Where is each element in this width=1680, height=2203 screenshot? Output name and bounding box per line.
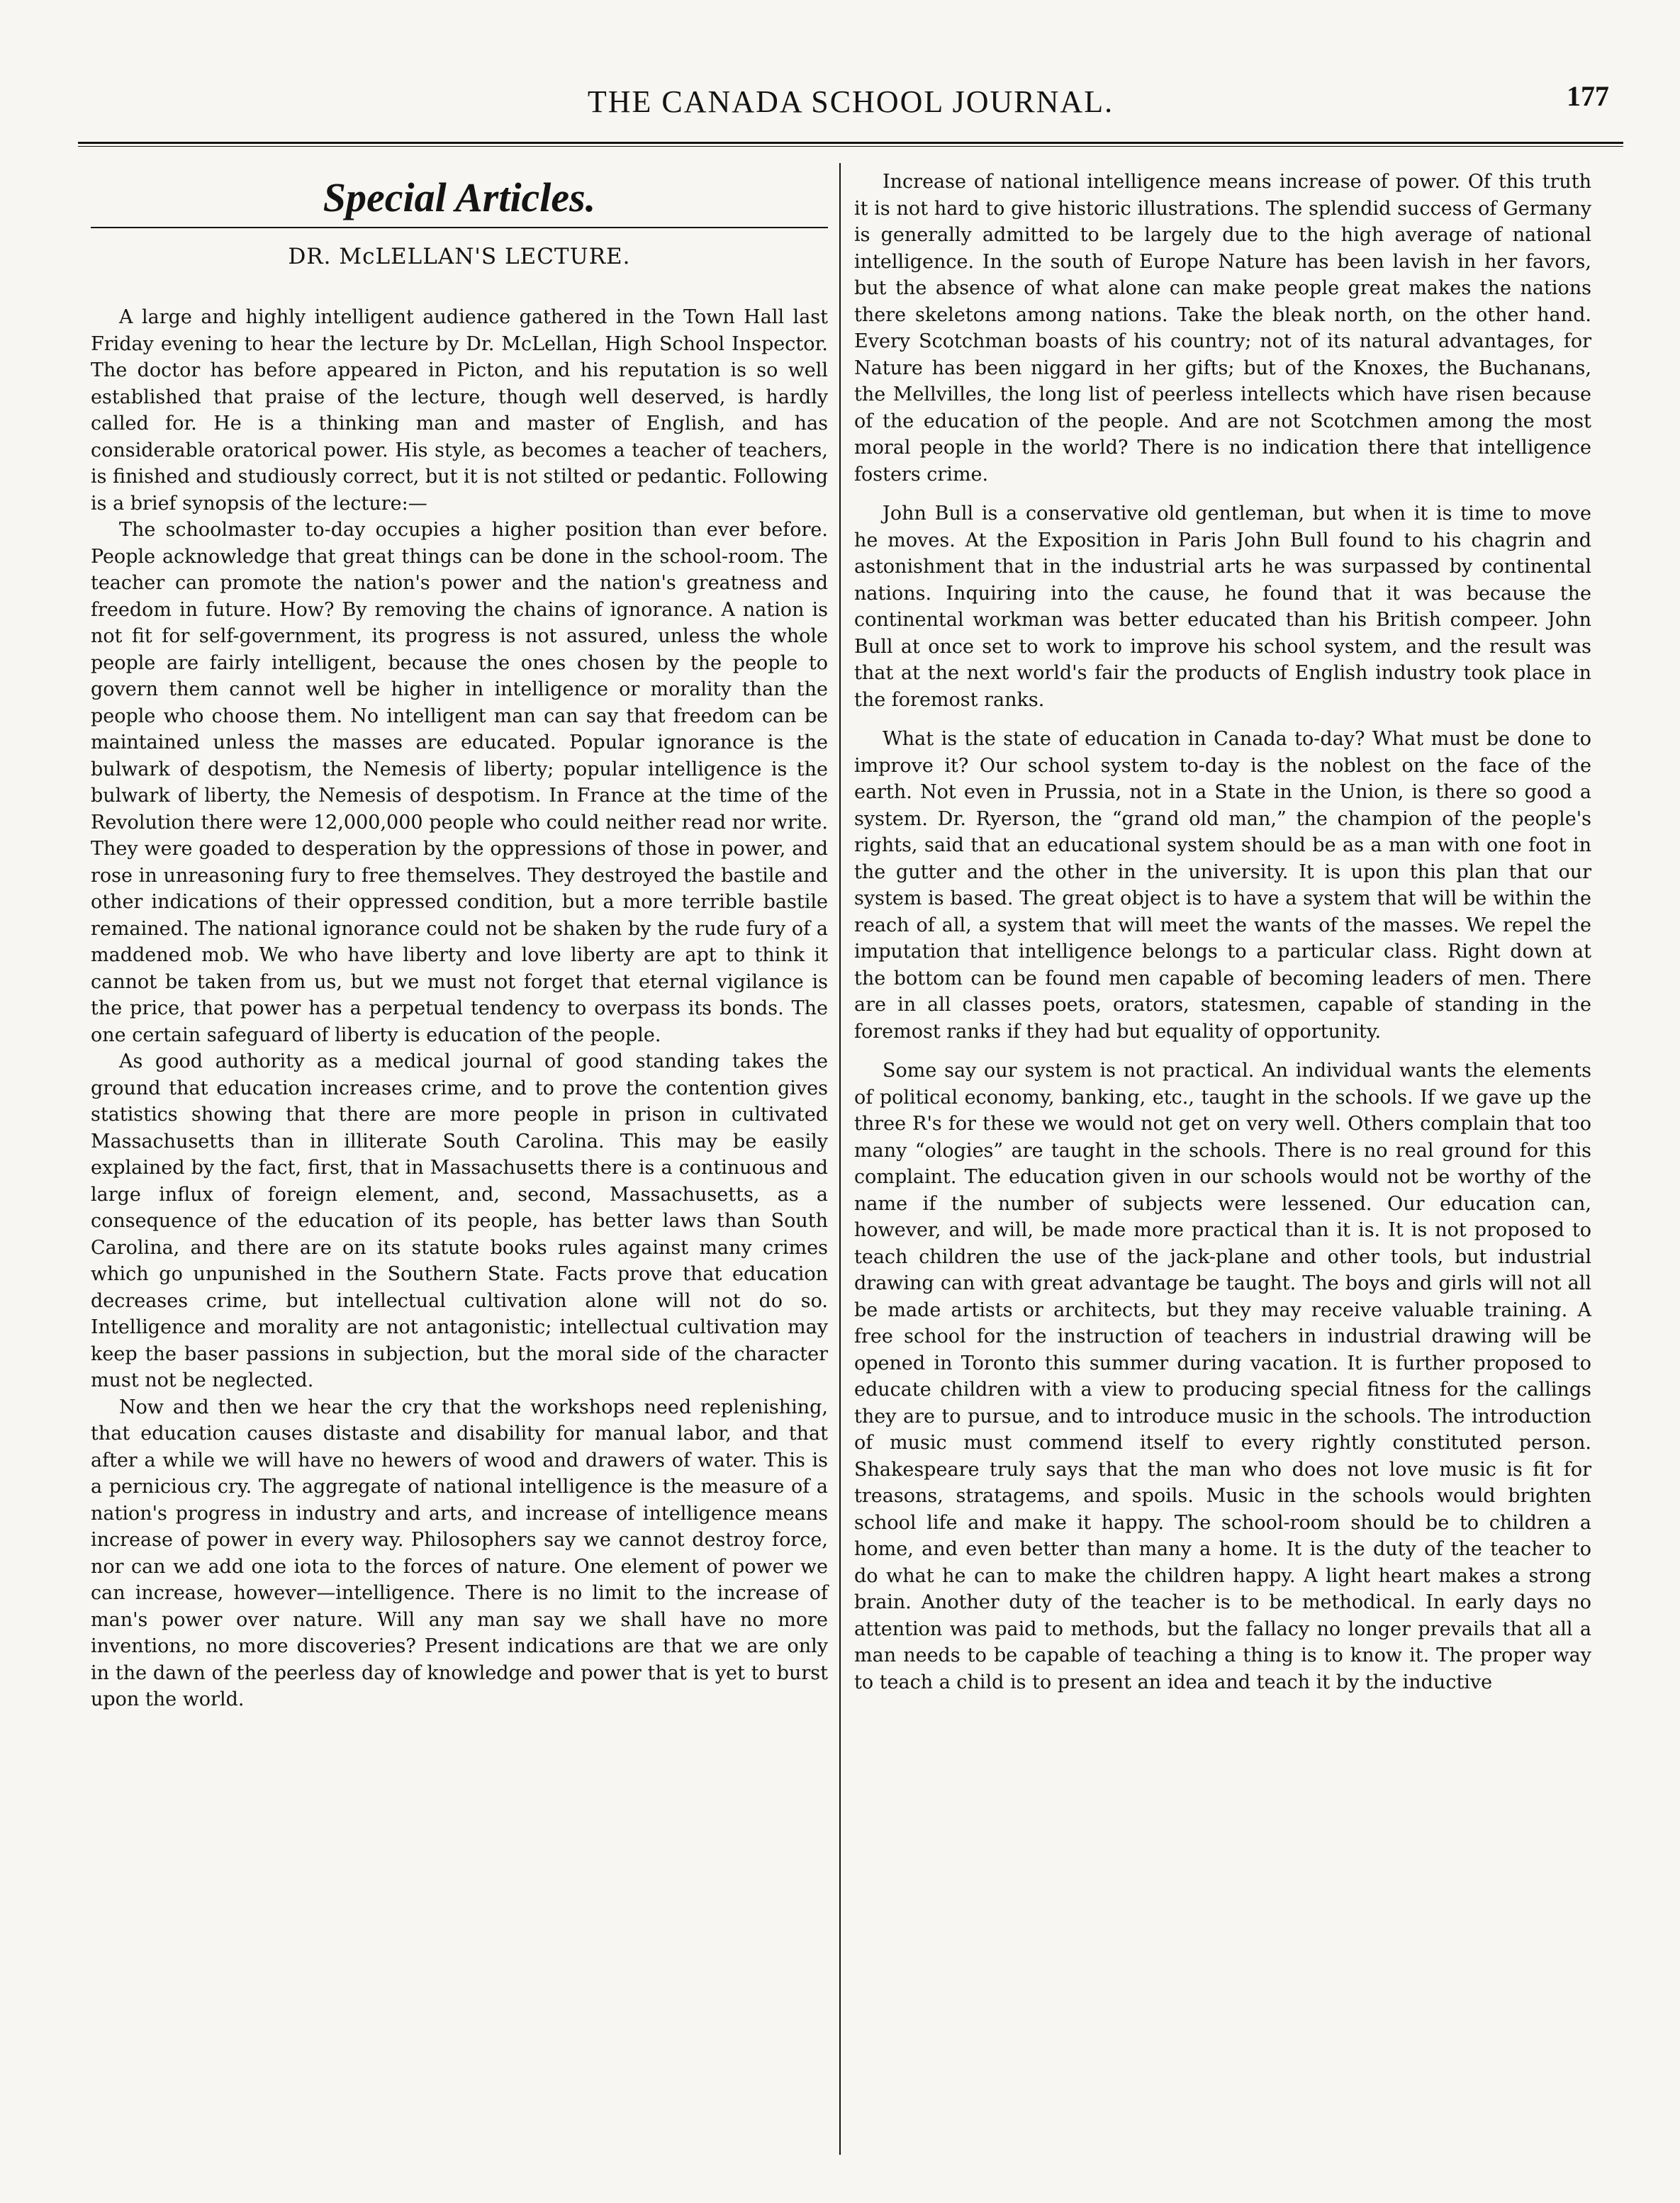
section-heading: Special Articles. — [323, 174, 596, 220]
section-heading-rule — [91, 227, 828, 228]
column-divider — [839, 163, 841, 2155]
page-header — [78, 80, 1623, 126]
body-paragraph: Some say our system is not practical. An individual wants the elements of political economy, banking, etc., taught in the schools. If we gave up the three R's for these we would not get on very well. Others complain that too many “ologies” are taught in the schools. There is no real ground for this complaint. The education given in our schools would not be worthy of the name if the number of subjects were lessened. Our education can, however, and will, be made more practical than it is. It is not proposed to teach children the use of the jack-plane and other tools, but industrial drawing can with great advantage be taught. The boys and girls will not all be made artists or architects, but they may receive valuable training. A free school for the instruction of teachers in industrial drawing will be opened in Toronto this summer during vacation. It is further proposed to educate children with a view to producing special fitness for the callings they are to pursue, and to introduce music in the schools. The introduction of music must commend itself to every rightly constituted person. Shakespeare truly says that the man who does not love music is fit for treasons, stratagems, and spoils. Music in the schools would brighten school life and make it happy. The school-room should be to children a home, and even better than many a home. It is the duty of the teacher to do what he can to make the children happy. A light heart makes a strong brain. Another duty of the teacher is to be methodical. In early days no attention was paid to methods, but the fallacy no longer prevails that all a man needs to be capable of teaching a thing is to know it. The proper way to teach a child is to present an idea and teach it by the inductive — [854, 1060, 1591, 1693]
page-number: 177 — [1567, 80, 1609, 112]
journal-title: THE CANADA SCHOOL JOURNAL. — [587, 84, 1114, 119]
body-paragraph: The schoolmaster to-day occupies a higher position than ever before. People acknowledge that great things can be done in the school-room. The teacher can promote the nation's power and the nation's greatness and freedom in future. How? By removing the chains of ignorance. A nation is not fit for self-government, its progress is not assured, unless the whole people are fairly intelligent, because the ones chosen by the people to govern them cannot well be higher in intelligence or morality than the people who choose them. No intelligent man can say that freedom can be maintained unless the masses are educated. Popular ignorance is the bulwark of despotism, the Nemesis of liberty; popular intelligence is the bulwark of liberty, the Nemesis of despotism. In France at the time of the Revolution there were 12,000,000 people who could neither read nor write. They were goaded to desperation by the oppressions of those in power, and rose in unreasoning fury to free themselves. They destroyed the bastile and other indications of their oppressed condition, but a more terrible bastile remained. The national ignorance could not be shaken by the rude fury of a maddened mob. We who have liberty and love liberty are apt to think it cannot be taken from us, but we must not forget that eternal vigilance is the price, that power has a perpetual tendency to overpass its bonds. The one certain safeguard of liberty is education of the people. — [91, 519, 828, 1046]
left-column — [91, 164, 828, 1713]
body-paragraph: Now and then we hear the cry that the workshops need replenishing, that education causes distaste and disability for manual labor, and that after a while we will have no hewers of wood and drawers of water. This is a pernicious cry. The aggregate of national intelligence is the measure of a nation's progress in industry and arts, and increase of intelligence means increase of power in every way. Philosophers say we cannot destroy force, nor can we add one iota to the forces of nature. One element of power we can increase, however—intelligence. There is no limit to the increase of man's power over nature. Will any man say we shall have no more inventions, no more discoveries? Present indications are that we are only in the dawn of the peerless day of knowledge and power that is yet to burst upon the world. — [91, 1396, 828, 1710]
body-paragraph: What is the state of education in Canada to-day? What must be done to improve it? Our school system to-day is the noblest on the face of the earth. Not even in Prussia, not in a State in the Union, is there so good a system. Dr. Ryerson, the “grand old man,” the champion of the people's rights, said that an educational system should be as a man with one foot in the gutter and the other in the university. It is upon this plan that our system is based. The great object is to have a system that will be within the reach of all, a system that will meet the wants of the masses. We repel the imputation that intelligence belongs to a particular class. Right down at the bottom can be found men capable of becoming leaders of men. There are in all classes poets, orators, statesmen, capable of standing in the foremost ranks if they had but equality of opportunity. — [854, 728, 1591, 1043]
article-title: DR. McLELLAN'S LECTURE. — [288, 243, 631, 269]
right-column — [854, 164, 1591, 1708]
body-paragraph: As good authority as a medical journal of good standing takes the ground that education increases crime, and to prove the contention gives statistics showing that there are more people in prison in cultivated Massachusetts than in illiterate South Carolina. This may be easily explained by the fact, first, that in Massachusetts there is a continuous and large influx of foreign element, and, second, Massachusetts, as a consequence of the education of its people, has better laws than South Carolina, and there are on its statute books rules against many crimes which go unpunished in the Southern State. Facts prove that education decreases crime, but intellectual cultivation alone will not do so. Intelligence and morality are not antagonistic; intellectual cultivation may keep the baser passions in subjection, but the moral side of the character must not be neglected. — [91, 1050, 828, 1391]
header-rule — [78, 142, 1623, 147]
body-paragraph: Increase of national intelligence means increase of power. Of this truth it is not hard to give historic illustrations. The splendid success of Germany is generally admitted to be largely due to the high average of national intelligence. In the south of Europe Nature has been lavish in her favors, but the absence of what alone can make people great makes the nations there skeletons among nations. Take the bleak north, on the other hand. Every Scotchman boasts of his country; not of its natural advantages, for Nature has been niggard in her gifts; but of the Knoxes, the Buchanans, the Mellvilles, the long list of peerless intellects which have risen because of the education of the people. And are not Scotchmen among the most moral people in the world? There is no indication there that intelligence fosters crime. — [854, 171, 1591, 486]
body-paragraph: A large and highly intelligent audience gathered in the Town Hall last Friday evening to hear the lecture by Dr. McLellan, High School Inspector. The doctor has before appeared in Picton, and his reputation is so well established that praise of the lecture, though well deserved, is hardly called for. He is a thinking man and master of English, and has considerable oratorical power. His style, as becomes a teacher of teachers, is finished and studiously correct, but it is not stilted or pedantic. Following is a brief synopsis of the lecture:— — [91, 306, 828, 515]
body-paragraph: John Bull is a conservative old gentleman, but when it is time to move he moves. At the Exposition in Paris John Bull found to his chagrin and astonishment that in the industrial arts he was surpassed by continental nations. Inquiring into the cause, he found that it was because the continental workman was better educated than his British compeer. John Bull at once set to work to improve his school system, and the result was that at the next world's fair the products of English industry took place in the foremost ranks. — [854, 503, 1591, 711]
